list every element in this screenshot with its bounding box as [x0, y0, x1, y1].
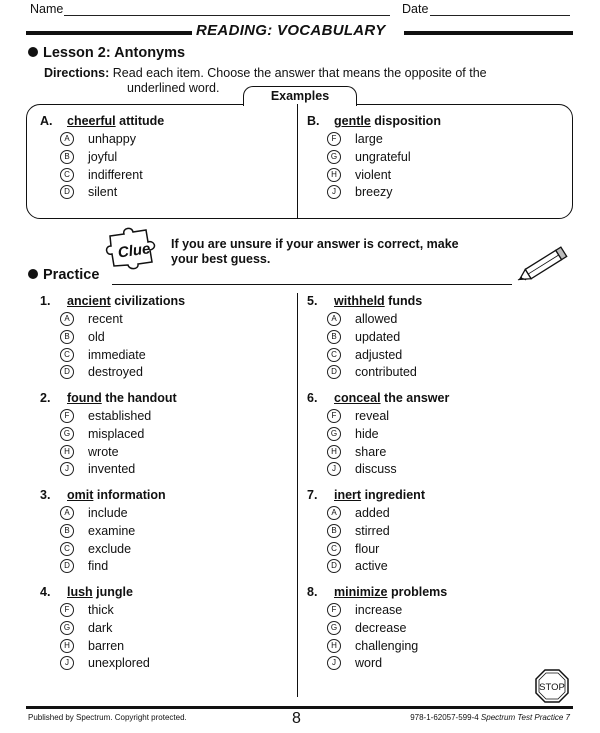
question-rest: jungle	[92, 585, 133, 599]
name-line[interactable]	[64, 15, 390, 16]
answer-option[interactable]: H challenging	[307, 638, 447, 656]
answer-option[interactable]: B updated	[307, 329, 422, 347]
answer-bubble[interactable]: G	[327, 427, 341, 441]
footer-rule	[26, 706, 573, 709]
practice-item-4	[40, 585, 150, 673]
answer-bubble[interactable]: F	[327, 409, 341, 423]
question-rest: information	[93, 488, 166, 502]
question-underlined-word: conceal	[334, 391, 381, 405]
question-underlined-word: found	[67, 391, 102, 405]
clue-badge-text: Clue	[116, 240, 152, 262]
answer-option[interactable]: F large	[307, 131, 441, 149]
answer-bubble[interactable]: D	[327, 365, 341, 379]
answer-option[interactable]: C indifferent	[40, 167, 164, 185]
answer-bubble[interactable]: C	[327, 542, 341, 556]
answer-option[interactable]: G ungrateful	[307, 149, 441, 167]
answer-option[interactable]: D active	[307, 558, 425, 576]
answer-option[interactable]: B old	[40, 329, 185, 347]
question-rest: funds	[384, 294, 423, 308]
bullet-icon	[28, 269, 38, 279]
question-rest: the answer	[380, 391, 450, 405]
practice-item-5	[307, 294, 422, 382]
question-rest: problems	[387, 585, 448, 599]
answer-option[interactable]: B joyful	[40, 149, 164, 167]
question-number: 6.	[307, 391, 318, 405]
answer-bubble[interactable]: J	[327, 656, 341, 670]
answer-option[interactable]: D contributed	[307, 364, 422, 382]
answer-bubble[interactable]: D	[60, 185, 74, 199]
answer-bubble[interactable]: H	[60, 445, 74, 459]
practice-item-2	[40, 391, 177, 479]
answer-option[interactable]: C adjusted	[307, 347, 422, 365]
clue-tip	[171, 237, 459, 267]
answer-bubble[interactable]: C	[60, 348, 74, 362]
answer-option[interactable]: J invented	[40, 461, 177, 479]
answer-option[interactable]: G hide	[307, 426, 449, 444]
answer-option[interactable]: G misplaced	[40, 426, 177, 444]
example-item-b	[307, 114, 441, 202]
practice-item-6	[307, 391, 449, 479]
stop-sign-icon	[535, 669, 569, 703]
question-number: 4.	[40, 585, 51, 599]
directions-line1: Read each item. Choose the answer that means the opposite of the	[112, 66, 487, 80]
footer-book-title: Spectrum Test Practice 7	[480, 713, 570, 722]
answer-option[interactable]: C immediate	[40, 347, 185, 365]
answer-bubble[interactable]: G	[327, 621, 341, 635]
date-line[interactable]	[430, 15, 570, 16]
question-number: 1.	[40, 294, 51, 308]
question-underlined-word: omit	[67, 488, 94, 502]
title-rule-left	[26, 31, 192, 35]
answer-option[interactable]: F established	[40, 408, 177, 426]
answer-bubble[interactable]: A	[327, 312, 341, 326]
answer-option[interactable]: D silent	[40, 184, 164, 202]
lesson-title: Lesson 2: Antonyms	[43, 45, 186, 61]
answer-option[interactable]: H violent	[307, 167, 441, 185]
bullet-icon	[28, 47, 38, 57]
answer-bubble[interactable]: J	[60, 462, 74, 476]
practice-item-8	[307, 585, 447, 673]
directions-label: Directions:	[44, 66, 110, 80]
answer-bubble[interactable]: F	[327, 603, 341, 617]
example-rest: disposition	[370, 114, 441, 128]
answer-bubble[interactable]: D	[327, 559, 341, 573]
answer-option[interactable]: H wrote	[40, 444, 177, 462]
answer-option[interactable]: J unexplored	[40, 655, 150, 673]
answer-option[interactable]: F increase	[307, 602, 447, 620]
question-underlined-word: lush	[67, 585, 93, 599]
example-label: A.	[40, 114, 53, 128]
answer-bubble[interactable]: G	[327, 150, 341, 164]
pencil-icon	[512, 246, 572, 286]
practice-heading	[28, 267, 99, 283]
answer-option[interactable]: A include	[40, 505, 166, 523]
clue-line1: If you are unsure if your answer is correct, make	[171, 237, 459, 251]
answer-bubble[interactable]: H	[60, 639, 74, 653]
answer-bubble[interactable]: H	[327, 639, 341, 653]
question-rest: civilizations	[110, 294, 186, 308]
answer-bubble[interactable]: F	[327, 132, 341, 146]
stop-sign-text: STOP	[539, 682, 565, 693]
answer-bubble[interactable]: J	[327, 462, 341, 476]
answer-bubble[interactable]: A	[327, 506, 341, 520]
answer-bubble[interactable]: A	[60, 312, 74, 326]
footer-book-info	[410, 713, 570, 722]
answer-bubble[interactable]: B	[60, 330, 74, 344]
answer-bubble[interactable]: G	[60, 621, 74, 635]
answer-option[interactable]: F reveal	[307, 408, 449, 426]
example-underlined-word: gentle	[334, 114, 371, 128]
footer-isbn: 978-1-62057-599-4	[410, 713, 479, 722]
name-label: Name	[30, 2, 64, 16]
answer-bubble[interactable]: H	[327, 445, 341, 459]
answer-bubble[interactable]: D	[60, 365, 74, 379]
answer-option[interactable]: A allowed	[307, 311, 422, 329]
answer-option[interactable]: A unhappy	[40, 131, 164, 149]
answer-bubble[interactable]: A	[60, 132, 74, 146]
question-underlined-word: withheld	[334, 294, 385, 308]
answer-bubble[interactable]: B	[60, 524, 74, 538]
directions-line2: underlined word.	[127, 81, 220, 95]
answer-bubble[interactable]: G	[60, 427, 74, 441]
answer-option[interactable]: H barren	[40, 638, 150, 656]
answer-option[interactable]: F thick	[40, 602, 150, 620]
answer-option[interactable]: A added	[307, 505, 425, 523]
question-number: 5.	[307, 294, 318, 308]
question-rest: the handout	[101, 391, 177, 405]
answer-bubble[interactable]: D	[60, 559, 74, 573]
lesson-heading	[28, 45, 185, 61]
practice-rule	[112, 284, 512, 285]
page-number: 8	[292, 710, 301, 727]
practice-item-1	[40, 294, 185, 382]
answer-bubble[interactable]: F	[60, 603, 74, 617]
examples-divider	[297, 104, 298, 219]
question-underlined-word: inert	[334, 488, 362, 502]
answer-bubble[interactable]: J	[60, 656, 74, 670]
question-number: 7.	[307, 488, 318, 502]
question-number: 8.	[307, 585, 318, 599]
answer-bubble[interactable]: B	[327, 524, 341, 538]
answer-bubble[interactable]: C	[327, 348, 341, 362]
example-item-a	[40, 114, 164, 202]
answer-bubble[interactable]: A	[60, 506, 74, 520]
date-label: Date	[402, 2, 429, 16]
example-rest: attitude	[115, 114, 165, 128]
question-number: 3.	[40, 488, 51, 502]
question-rest: ingredient	[361, 488, 425, 502]
answer-bubble[interactable]: J	[327, 185, 341, 199]
clue-line2: your best guess.	[171, 252, 271, 266]
answer-option[interactable]: D destroyed	[40, 364, 185, 382]
answer-bubble[interactable]: B	[60, 150, 74, 164]
footer-copyright: Published by Spectrum. Copyright protected.	[28, 713, 187, 722]
answer-option[interactable]: G dark	[40, 620, 150, 638]
practice-item-3	[40, 488, 166, 576]
title-rule-right	[404, 31, 573, 35]
practice-item-7	[307, 488, 425, 576]
answer-bubble[interactable]: H	[327, 168, 341, 182]
answer-bubble[interactable]: C	[60, 542, 74, 556]
answer-option[interactable]: B stirred	[307, 523, 425, 541]
practice-divider	[297, 293, 298, 697]
answer-bubble[interactable]: C	[60, 168, 74, 182]
answer-option[interactable]: J word	[307, 655, 447, 673]
examples-tab: Examples	[243, 86, 357, 106]
answer-option[interactable]: H share	[307, 444, 449, 462]
clue-puzzle-icon	[102, 224, 166, 270]
example-label: B.	[307, 114, 320, 128]
question-number: 2.	[40, 391, 51, 405]
practice-title: Practice	[43, 267, 100, 283]
page-title: READING: VOCABULARY	[196, 22, 386, 39]
answer-option[interactable]: C flour	[307, 541, 425, 559]
question-underlined-word: minimize	[334, 585, 388, 599]
answer-option[interactable]: J breezy	[307, 184, 441, 202]
answer-option[interactable]: J discuss	[307, 461, 449, 479]
answer-option[interactable]: B examine	[40, 523, 166, 541]
answer-option[interactable]: A recent	[40, 311, 185, 329]
answer-option[interactable]: D find	[40, 558, 166, 576]
answer-option[interactable]: C exclude	[40, 541, 166, 559]
question-underlined-word: ancient	[67, 294, 111, 308]
example-underlined-word: cheerful	[67, 114, 116, 128]
answer-bubble[interactable]: B	[327, 330, 341, 344]
answer-bubble[interactable]: F	[60, 409, 74, 423]
answer-option[interactable]: G decrease	[307, 620, 447, 638]
